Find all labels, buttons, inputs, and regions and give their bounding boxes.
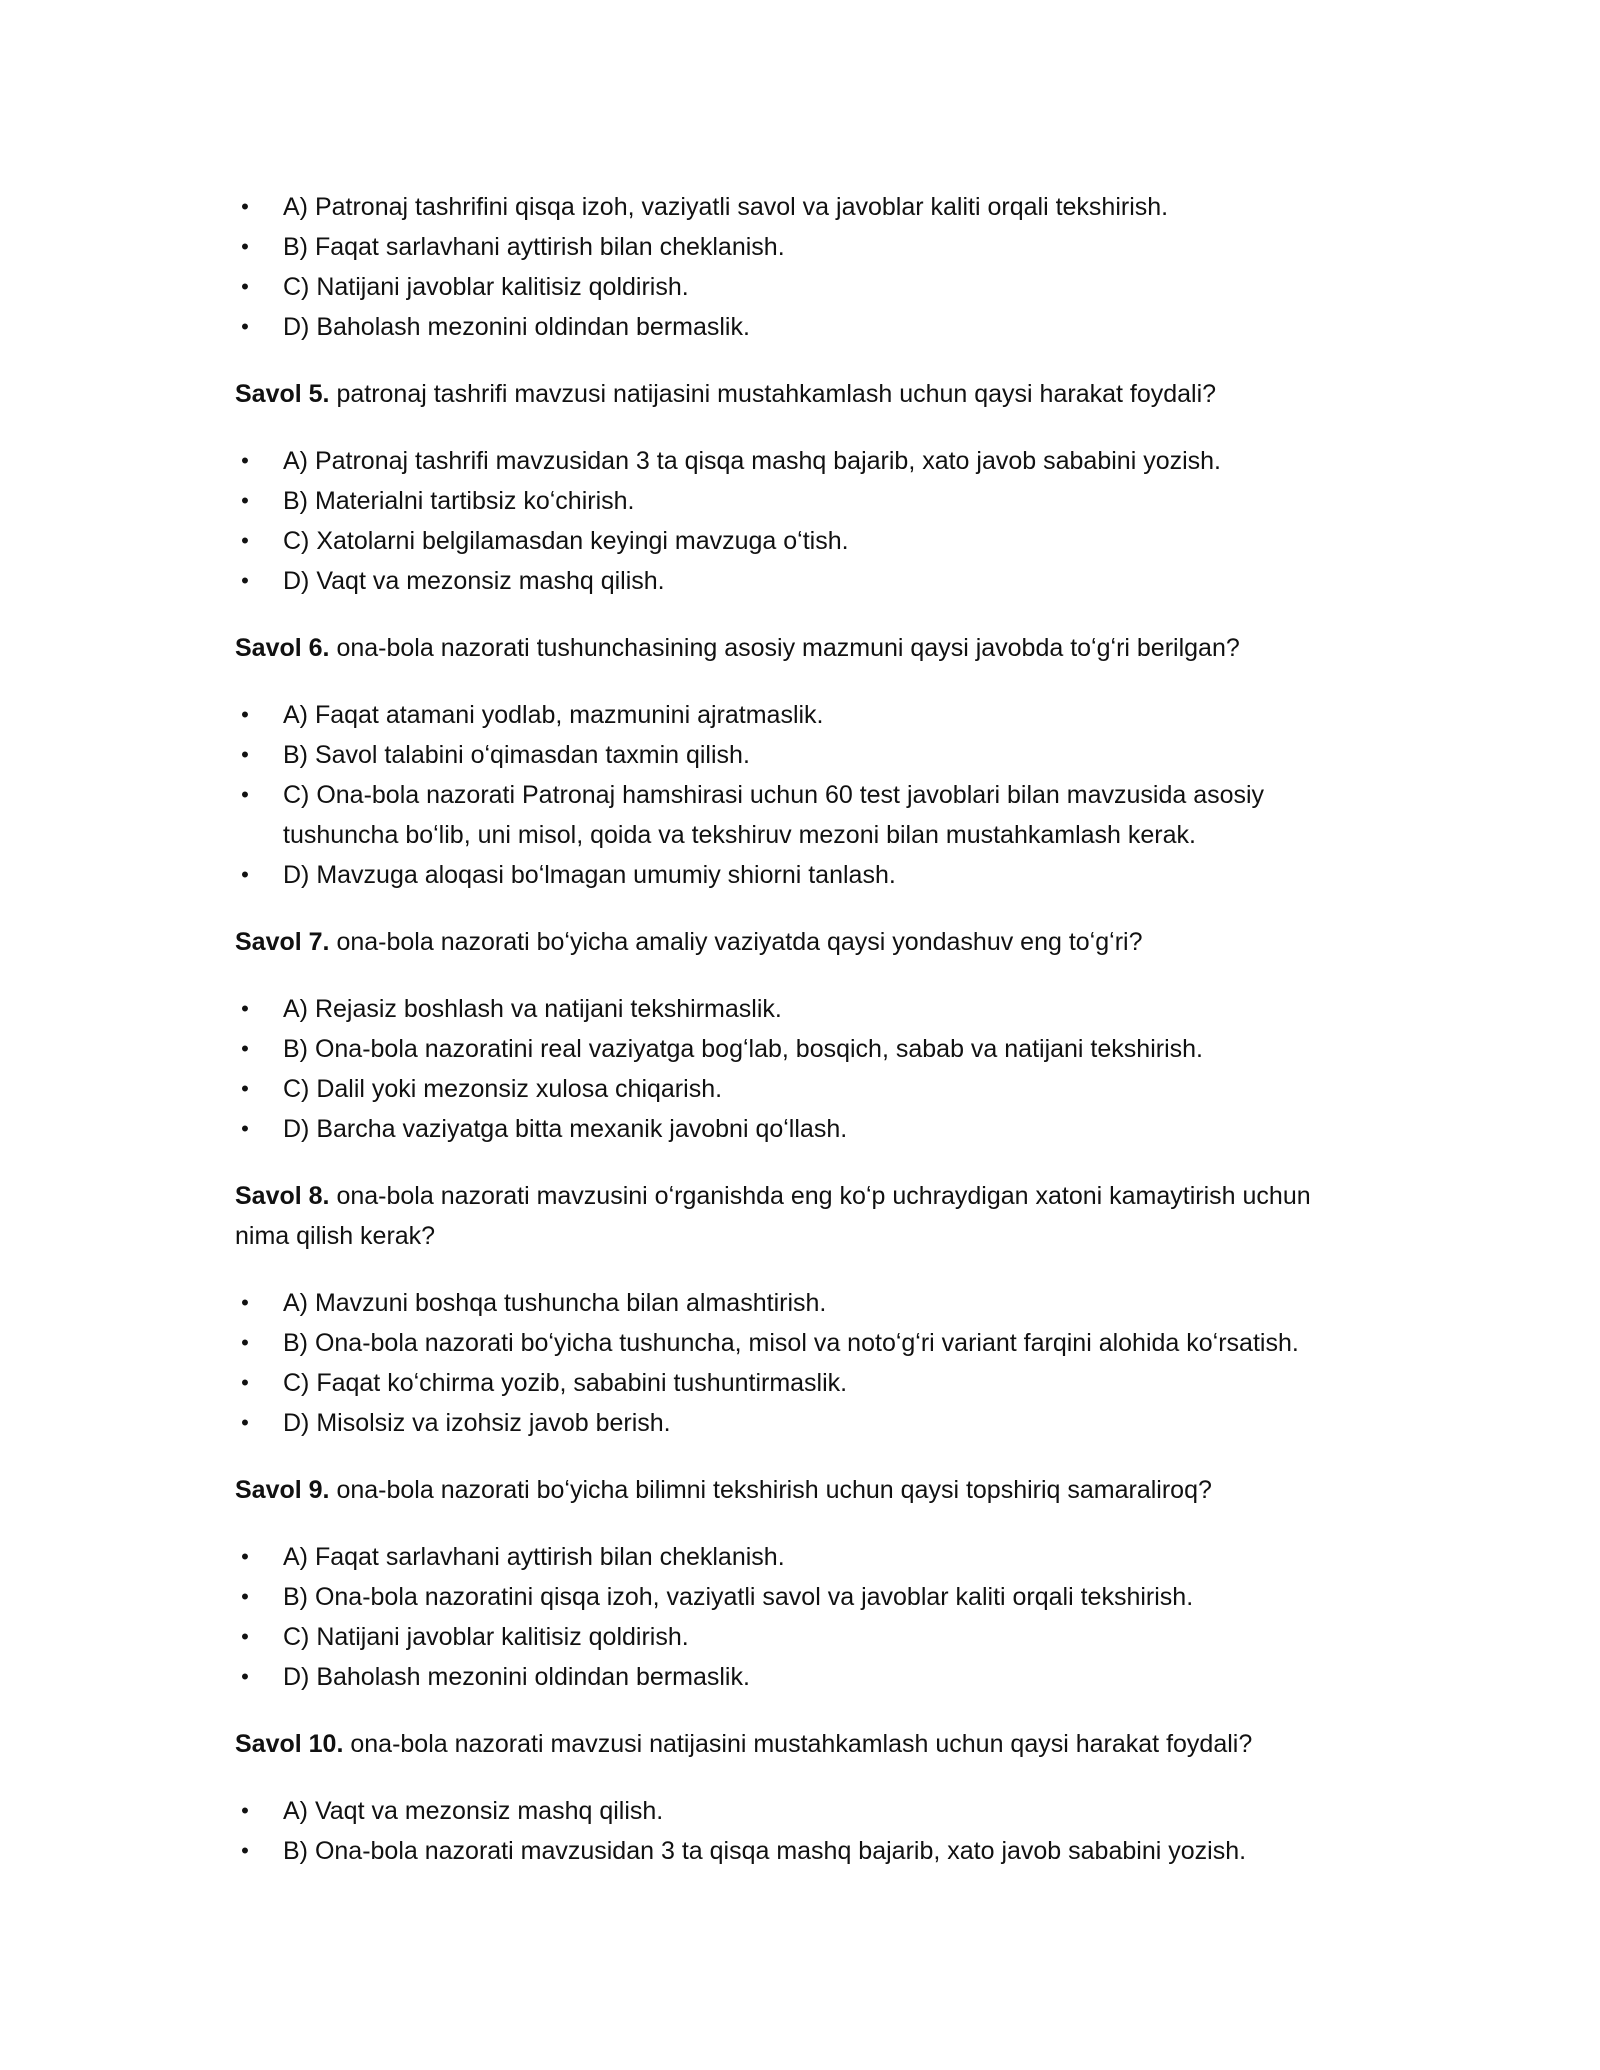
option-text: D) Misolsiz va izohsiz javob berish. — [283, 1409, 671, 1437]
bullet-icon: • — [241, 488, 249, 513]
option-text: D) Baholash mezonini oldindan bermaslik. — [283, 313, 750, 341]
bullet-icon: • — [241, 1036, 249, 1061]
question-7 — [235, 922, 1370, 962]
bullet-icon: • — [241, 1410, 249, 1435]
question-text: patronaj tashrifi mavzusi natijasini mustahkamlash uchun qaysi harakat foydali? — [329, 380, 1217, 408]
bullet-icon: • — [241, 1076, 249, 1101]
options-list — [235, 1791, 1370, 1871]
bullet-icon: • — [241, 1544, 249, 1569]
option-text: B) Ona-bola nazoratini real vaziyatga bogʻlab, bosqich, sabab va natijani tekshirish. — [283, 1035, 1203, 1063]
option-item — [235, 521, 1370, 561]
question-label: Savol 6. — [235, 634, 330, 662]
option-item — [235, 1617, 1370, 1657]
option-text: D) Barcha vaziyatga bitta mexanik javobni qoʻllash. — [283, 1115, 848, 1143]
option-item — [235, 1283, 1370, 1323]
option-text: C) Natijani javoblar kalitisiz qoldirish. — [283, 273, 689, 301]
question-text: ona-bola nazorati boʻyicha bilimni tekshirish uchun qaysi topshiriq samaraliroq? — [329, 1476, 1212, 1504]
options-list — [235, 1283, 1370, 1443]
options-list — [235, 695, 1370, 895]
option-text: C) Dalil yoki mezonsiz xulosa chiqarish. — [283, 1075, 723, 1103]
option-text: D) Mavzuga aloqasi boʻlmagan umumiy shiorni tanlash. — [283, 861, 896, 889]
option-item — [235, 441, 1370, 481]
bullet-icon: • — [241, 448, 249, 473]
option-item — [235, 855, 1370, 895]
bullet-icon: • — [241, 568, 249, 593]
option-item — [235, 1831, 1370, 1871]
question-label: Savol 9. — [235, 1476, 330, 1504]
option-item — [235, 227, 1370, 267]
question-6 — [235, 628, 1370, 668]
bullet-icon: • — [241, 274, 249, 299]
options-list — [235, 441, 1370, 601]
bullet-icon: • — [241, 782, 249, 807]
option-text: B) Ona-bola nazorati mavzusidan 3 ta qisqa mashq bajarib, xato javob sababini yozish. — [283, 1837, 1247, 1865]
question-9 — [235, 1470, 1370, 1510]
bullet-icon: • — [241, 528, 249, 553]
question-label: Savol 7. — [235, 928, 330, 956]
option-item — [235, 1109, 1370, 1149]
option-item — [235, 775, 1370, 855]
option-item — [235, 1069, 1370, 1109]
options-list — [235, 187, 1370, 347]
option-item — [235, 1363, 1370, 1403]
bullet-icon: • — [241, 1838, 249, 1863]
bullet-icon: • — [241, 1624, 249, 1649]
question-8 — [235, 1176, 1370, 1256]
option-text: B) Savol talabini oʻqimasdan taxmin qilish. — [283, 741, 750, 769]
option-item — [235, 989, 1370, 1029]
option-text: B) Ona-bola nazoratini qisqa izoh, vaziyatli savol va javoblar kaliti orqali tekshirish. — [283, 1583, 1194, 1611]
option-text: A) Patronaj tashrifini qisqa izoh, vaziyatli savol va javoblar kaliti orqali tekshirish. — [283, 193, 1169, 221]
question-label: Savol 8. — [235, 1182, 330, 1210]
option-item — [235, 561, 1370, 601]
bullet-icon: • — [241, 1370, 249, 1395]
option-text: A) Mavzuni boshqa tushuncha bilan almashtirish. — [283, 1289, 827, 1317]
option-text: A) Faqat atamani yodlab, mazmunini ajratmaslik. — [283, 701, 824, 729]
option-text: C) Ona-bola nazorati Patronaj hamshirasi uchun 60 test javoblari bilan mavzusida asosiy tushuncha boʻlib, uni misol, qoida va tekshiruv mezoni bilan mustahkamlash kerak. — [283, 781, 1265, 849]
option-text: D) Vaqt va mezonsiz mashq qilish. — [283, 567, 665, 595]
document-content — [235, 187, 1370, 1871]
question-text: ona-bola nazorati tushunchasining asosiy mazmuni qaysi javobda toʻgʻri berilgan? — [329, 634, 1240, 662]
option-text: D) Baholash mezonini oldindan bermaslik. — [283, 1663, 750, 1691]
option-text: C) Xatolarni belgilamasdan keyingi mavzuga oʻtish. — [283, 527, 849, 555]
option-item — [235, 1577, 1370, 1617]
option-item — [235, 735, 1370, 775]
option-item — [235, 481, 1370, 521]
question-5 — [235, 374, 1370, 414]
bullet-icon: • — [241, 862, 249, 887]
option-text: A) Rejasiz boshlash va natijani tekshirmaslik. — [283, 995, 782, 1023]
bullet-icon: • — [241, 1664, 249, 1689]
question-text: ona-bola nazorati mavzusi natijasini mustahkamlash uchun qaysi harakat foydali? — [343, 1730, 1253, 1758]
question-label: Savol 5. — [235, 380, 330, 408]
option-item — [235, 1791, 1370, 1831]
bullet-icon: • — [241, 702, 249, 727]
bullet-icon: • — [241, 314, 249, 339]
bullet-icon: • — [241, 1330, 249, 1355]
option-item — [235, 1657, 1370, 1697]
option-text: A) Faqat sarlavhani ayttirish bilan cheklanish. — [283, 1543, 785, 1571]
option-text: A) Patronaj tashrifi mavzusidan 3 ta qisqa mashq bajarib, xato javob sababini yozish. — [283, 447, 1222, 475]
bullet-icon: • — [241, 996, 249, 1021]
option-text: C) Natijani javoblar kalitisiz qoldirish. — [283, 1623, 689, 1651]
option-text: C) Faqat koʻchirma yozib, sababini tushuntirmaslik. — [283, 1369, 848, 1397]
bullet-icon: • — [241, 1798, 249, 1823]
option-item — [235, 1537, 1370, 1577]
question-text: ona-bola nazorati mavzusini oʻrganishda eng koʻp uchraydigan xatoni kamaytirish uchun nima qilish kerak? — [235, 1182, 1311, 1250]
question-label: Savol 10. — [235, 1730, 344, 1758]
question-text: ona-bola nazorati boʻyicha amaliy vaziyatda qaysi yondashuv eng toʻgʻri? — [329, 928, 1143, 956]
question-10 — [235, 1724, 1370, 1764]
option-item — [235, 1403, 1370, 1443]
option-item — [235, 307, 1370, 347]
bullet-icon: • — [241, 194, 249, 219]
bullet-icon: • — [241, 1584, 249, 1609]
option-item — [235, 1323, 1370, 1363]
option-text: B) Faqat sarlavhani ayttirish bilan cheklanish. — [283, 233, 785, 261]
option-item — [235, 695, 1370, 735]
option-text: A) Vaqt va mezonsiz mashq qilish. — [283, 1797, 664, 1825]
options-list — [235, 989, 1370, 1149]
option-item — [235, 267, 1370, 307]
option-item — [235, 1029, 1370, 1069]
option-item — [235, 187, 1370, 227]
option-text: B) Ona-bola nazorati boʻyicha tushuncha, misol va notoʻgʻri variant farqini alohida koʻrsatish. — [283, 1329, 1299, 1357]
option-text: B) Materialni tartibsiz koʻchirish. — [283, 487, 635, 515]
bullet-icon: • — [241, 742, 249, 767]
bullet-icon: • — [241, 1116, 249, 1141]
bullet-icon: • — [241, 1290, 249, 1315]
options-list — [235, 1537, 1370, 1697]
bullet-icon: • — [241, 234, 249, 259]
